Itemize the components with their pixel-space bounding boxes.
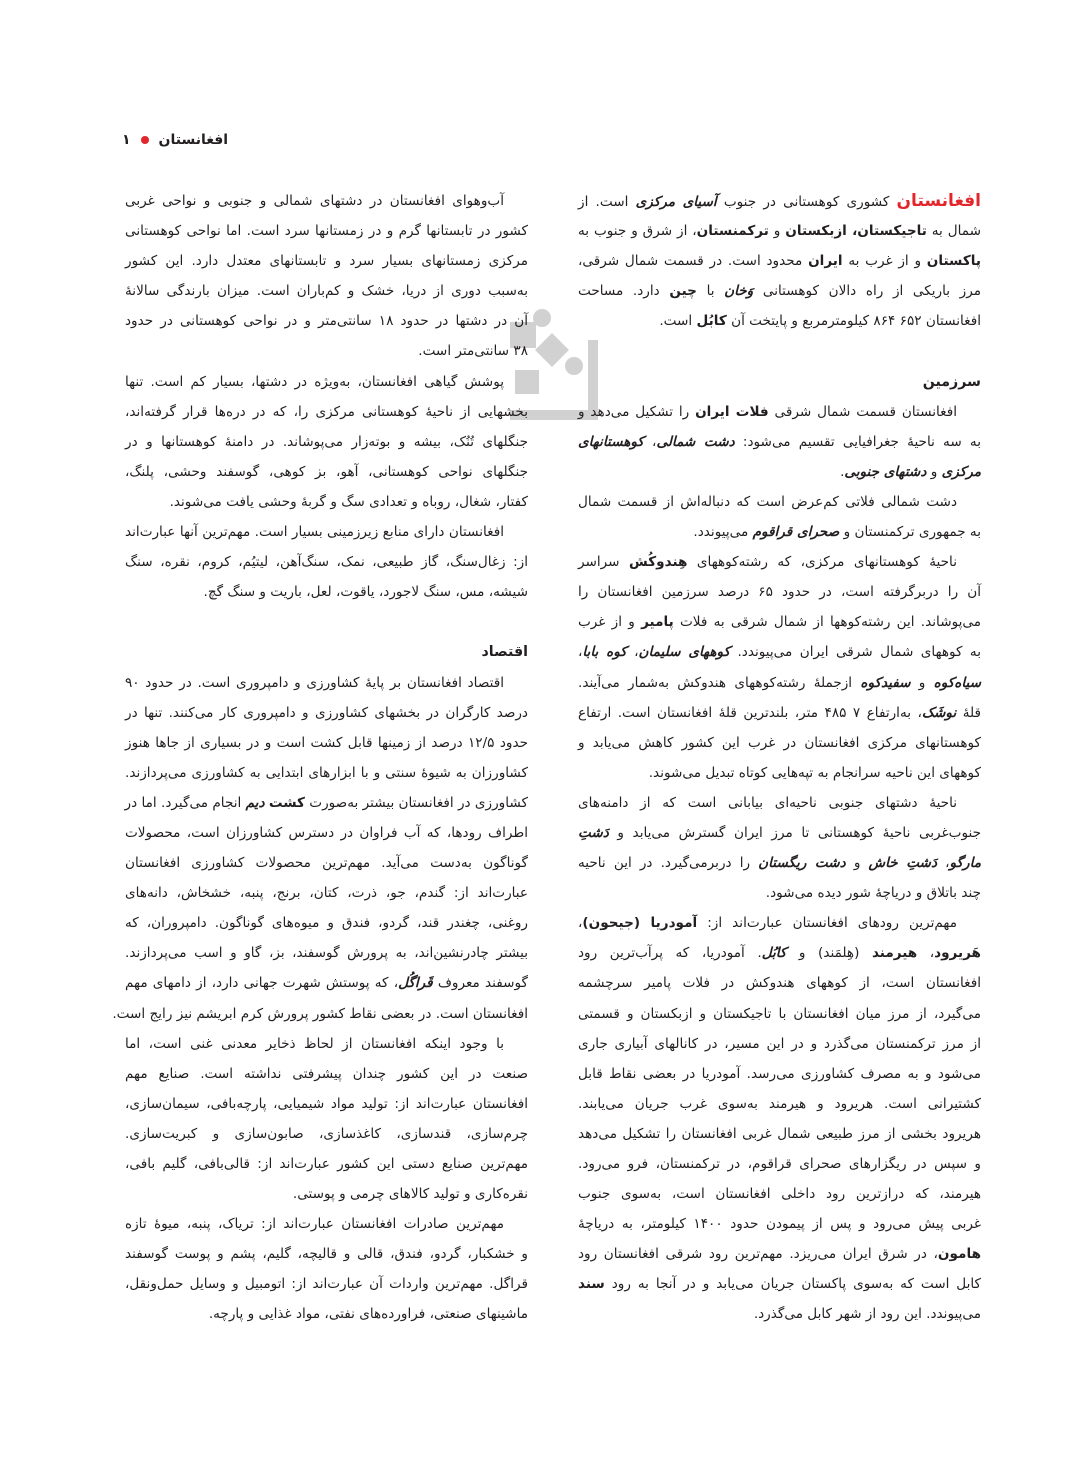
text-line: مهم‌ترین صنایع دستی این کشور عبارت‌اند از: قالی‌بافی، گلیم بافی، <box>125 1156 528 1172</box>
text-line: آن را دربرگرفته است، در حدود ۶۵ درصد سرزمین افغانستان را <box>578 584 981 601</box>
text-run: انجام می‌گیرد. اما در <box>124 794 246 811</box>
text-line: اطراف رودها، که آب فراوان در دسترس کشاورزان است، محصولات <box>125 824 528 841</box>
emphasis-term: کوهستانهای <box>578 433 644 450</box>
text-line <box>578 457 981 487</box>
paragraph <box>125 517 528 607</box>
emphasis-term: کابُل <box>761 945 787 962</box>
text-run: ، در شرق ایران می‌ریزد. مهم‌ترین رود شرقی افغانستان رود <box>578 1246 938 1263</box>
text-line: می‌شود و به مصرف کشاورزی می‌رسد. آمودریا در بعضی نقاط قابل <box>578 1065 981 1082</box>
paragraph <box>578 397 981 487</box>
emphasis-term: دیم <box>245 794 265 811</box>
text-run: محدود است. در قسمت شمال شرقی، <box>578 253 809 270</box>
text-run: ، <box>578 644 583 661</box>
text-run: ، <box>626 644 639 661</box>
text-run: را تشکیل می‌دهد و <box>578 403 696 420</box>
text-run: . آمودریا، که پرآب‌ترین رود <box>578 945 762 962</box>
text-line: ماشینهای صنعتی، فراورده‌های نفتی، مواد غذایی و پارچه. <box>208 1306 528 1323</box>
bold-term: پاکستان <box>926 253 981 270</box>
text-line: بخشهایی از ناحیهٔ کوهستانی مرکزی را، که در دره‌ها قرار گرفته‌اند، <box>125 403 528 420</box>
text-line: گوناگون به‌دست می‌آید. مهم‌ترین محصولات کشاورزی افغانستان <box>125 855 528 872</box>
text-line: کفتار، شغال، روباه و تعدادی سگ و گربهٔ وحشی یافت می‌شوند. <box>169 493 528 510</box>
text-line: هیرمند، که درازترین رود داخلی افغانستان است، به‌سوی جنوب <box>578 1186 981 1203</box>
text-run: . <box>840 463 845 480</box>
text-run: به جمهوری ترکمنستان و <box>839 524 981 541</box>
text-line <box>578 186 981 216</box>
text-line: می‌پیوندد. این رود از شهر کابل می‌گذرد. <box>753 1306 981 1323</box>
paragraph <box>578 487 981 547</box>
text-line: قراگل. مهم‌ترین واردات آن عبارت‌اند از: اتومبیل و وسایل حمل‌ونقل، <box>125 1276 528 1293</box>
text-line <box>578 517 981 547</box>
text-run: می‌پوشاند. این رشته‌کوهها از شمال شرقی به فلات <box>673 614 981 631</box>
emphasis-term: دشتهای جنوبی <box>844 463 927 480</box>
text-line: دشت شمالی فلاتی کم‌عرض است که دنباله‌اش از قسمت شمال <box>578 493 957 510</box>
text-line: نقره‌کاری و تولید کالاهای چرمی و پوستی. <box>292 1186 528 1203</box>
text-run: ازجملهٔ رشته‌کوههای هندوکش به‌شمار می‌آیند. <box>578 674 861 691</box>
emphasis-term: صحرای قراقوم <box>752 524 840 541</box>
bold-term: هامون <box>937 1246 981 1263</box>
emphasis-term: وَخان <box>724 283 754 300</box>
text-run: افغانستان ۶۵۲ ۸۶۴ کیلومترمربع و پایتخت آن <box>726 313 981 330</box>
emphasis-term: دَشتِ <box>578 824 609 841</box>
text-line: پوشش گیاهی افغانستان، به‌ویژه در دشتها، بسیار کم است. تنها <box>125 373 504 390</box>
text-line <box>125 968 528 998</box>
text-run: می‌پیوندد. <box>693 524 753 541</box>
text-line: کشاورزان به شیوهٔ سنتی و با ابزارهای ابتدایی به کشاورزی می‌پردازند. <box>125 764 528 781</box>
emphasis-term: آسیای مرکزی <box>635 194 717 210</box>
section-heading: سرزمین <box>922 373 981 390</box>
emphasis-term: مرکزی <box>941 463 981 480</box>
text-line: کوهستانهای مرکزی افغانستان در غرب این کشور کاهش می‌یابد و <box>578 734 981 751</box>
text-line: شیشه، مس، سنگ لاجورد، یاقوت، لعل، باریت و سنگ گچ. <box>203 584 528 601</box>
text-run: و <box>845 855 869 872</box>
text-line: می‌گیرد، از مرز میان افغانستان با تاجیکستان و ازبکستان و قسمتی <box>578 1005 981 1022</box>
text-line: افغانستان عبارت‌اند از: تولید مواد شیمیایی، پارچه‌بافی، سیمان‌سازی، <box>125 1095 528 1112</box>
text-line <box>578 306 981 336</box>
emphasis-term: دَشتِ خاش <box>868 855 937 872</box>
red-dot-icon <box>141 136 149 144</box>
text-line <box>578 668 981 698</box>
text-line: جنگلهای نواحی کوهستانی، آهو، بز کوهی، گوسفند وحشی، پلنگ، <box>125 463 528 480</box>
entry-title: افغانستان <box>896 191 981 211</box>
bold-term: هِندوکُش <box>629 554 688 571</box>
paragraph <box>125 367 528 517</box>
text-line: و سپس در ریگزارهای صحرای قراقوم، در ترکمنستان، فرو می‌رود. <box>578 1156 981 1172</box>
text-run: است. <box>659 313 697 330</box>
text-run: ، <box>937 855 950 872</box>
text-run: سراسر <box>578 554 630 571</box>
bold-term: ترکمنستان <box>696 223 769 240</box>
bold-term: پامیر <box>641 614 674 631</box>
emphasis-term: قَراگُل <box>398 975 433 992</box>
text-line <box>578 848 981 878</box>
text-run: به کوههای شمال شرقی ایران می‌پیوندد. <box>730 644 981 661</box>
text-line: از مرز ترکمنستان می‌گذرد و در این مسیر، در کانالهای آبیاری جاری <box>578 1035 981 1052</box>
paragraph <box>125 1209 528 1329</box>
text-run: را دربرمی‌گیرد. در این ناحیه <box>578 855 759 872</box>
paragraph <box>578 788 981 908</box>
bold-term: چین <box>669 283 697 300</box>
text-run: به سه ناحیهٔ جغرافیایی تقسیم می‌شود: <box>734 433 981 450</box>
bold-term: ایران <box>808 253 843 270</box>
paragraph <box>125 186 528 367</box>
paragraph <box>578 547 981 788</box>
text-line <box>578 938 981 968</box>
text-line <box>578 698 981 728</box>
text-line <box>578 908 981 938</box>
text-run: شمال به <box>926 223 982 240</box>
text-run: با <box>696 283 725 300</box>
text-line <box>578 1269 981 1299</box>
emphasis-term: سفیدکوه <box>860 674 911 691</box>
text-line <box>578 818 981 848</box>
text-run: ، که پوستش شهرت جهانی دارد، از دامهای مهم <box>125 975 399 992</box>
page-number: ۱ <box>122 132 131 148</box>
text-run: مهم‌ترین رودهای افغانستان عبارت‌اند از: <box>697 915 957 932</box>
text-line: چند باتلاق و دریاچهٔ شور دیده می‌شود. <box>765 885 981 902</box>
text-run: و از غرب <box>578 614 642 631</box>
text-line: آن در دشتها در حدود ۱۸ سانتی‌متر و در نواحی کوهستانی در حدود <box>125 313 528 330</box>
text-run: و <box>910 674 934 691</box>
text-line: کشتیرانی است. هریرود و هیرمند به‌سوی غرب جریان می‌یابند. <box>578 1095 981 1112</box>
text-run: (هِلمَند) و <box>786 945 872 962</box>
text-line: جنگلهای تُنُک، بیشه و بوته‌زار می‌پوشاند. در دامنهٔ کوهستانها و در <box>125 433 528 450</box>
text-run: کشوری کوهستانی در جنوب <box>716 194 897 210</box>
text-run: ، <box>643 433 657 450</box>
text-line: افغانستان دارای منابع زیرزمینی بسیار است. مهم‌ترین آنها عبارت‌اند <box>125 524 504 541</box>
paragraph <box>112 668 529 1029</box>
text-line <box>578 637 981 667</box>
text-line: هریرود بخشی از مرز طبیعی شمال غربی افغانستان را تشکیل می‌دهد <box>578 1125 981 1142</box>
text-line <box>578 1239 981 1269</box>
paragraph <box>578 186 981 336</box>
emphasis-term: سیاه‌کوه <box>933 674 981 691</box>
text-line: افغانستان است. در بعضی نقاط کشور پرورش کرم ابریشم نیز رایج است. <box>112 1005 528 1022</box>
text-run: و <box>926 463 942 480</box>
text-line <box>578 276 981 306</box>
text-run: ، <box>578 915 583 932</box>
text-line: به‌سبب دوری از دریا، خشک و کم‌باران است. میزان بارندگی سالانهٔ <box>125 283 528 300</box>
text-line: غربی پیش می‌رود و پس از پیمودن حدود ۱۴۰۰ کیلومتر، به دریاچهٔ <box>578 1216 981 1233</box>
text-run: و <box>768 223 786 240</box>
text-run: قلهٔ <box>956 704 982 721</box>
text-line: عبارت‌اند از: گندم، جو، ذرت، کتان، برنج، پنبه، خشخاش، دانه‌های <box>125 885 528 902</box>
text-line: درصد کارگران در بخشهای کشاورزی و دامپروری کار می‌کنند. تنها در <box>125 704 528 721</box>
text-run: است. از <box>578 194 636 210</box>
emphasis-term: مارگو <box>949 855 981 872</box>
paragraph <box>125 1029 528 1210</box>
text-line <box>578 547 981 577</box>
text-line: اقتصاد افغانستان بر پایهٔ کشاورزی و دامپروری است. در حدود ۹۰ <box>125 674 504 691</box>
text-run: و از غرب به <box>842 253 927 270</box>
text-line <box>578 397 981 427</box>
emphasis-term: نوشَک <box>921 704 957 721</box>
text-run: ، <box>917 945 935 962</box>
text-line <box>125 788 528 818</box>
bold-term: سند <box>578 1276 605 1293</box>
text-line: ناحیهٔ دشتهای جنوبی ناحیه‌ای بیابانی است که از دامنه‌های <box>578 794 957 811</box>
running-head <box>122 128 228 152</box>
text-run: افغانستان قسمت شمال شرقی <box>768 403 957 420</box>
text-line: با وجود اینکه افغانستان از لحاظ ذخایر معدنی غنی است، اما <box>125 1035 504 1052</box>
text-run: دارد. مساحت <box>578 283 670 300</box>
paragraph <box>578 908 981 1329</box>
text-line: کوههای این ناحیه سرانجام به تپه‌هایی کوتاه تبدیل می‌شوند. <box>648 764 981 781</box>
text-run: گوسفند معروف <box>432 975 529 992</box>
bold-term: هیرمند <box>871 945 918 962</box>
text-run: کشاورزی در افغانستان بیشتر به‌صورت <box>304 794 528 811</box>
text-line: افغانستان است، از کوههای هندوکش در فلات پامیر سرچشمه <box>578 975 981 992</box>
text-line <box>578 427 981 457</box>
text-line: ۳۸ سانتی‌متر است. <box>418 343 528 360</box>
section-heading: اقتصاد <box>481 644 528 661</box>
text-line: و خشکبار، گردو، فندق، قالی و قالیچه، گلیم، پشم و پوست گوسفند <box>125 1246 528 1263</box>
text-line <box>578 607 981 637</box>
running-title: افغانستان <box>158 132 229 148</box>
text-line: از: زغال‌سنگ، گاز طبیعی، نمک، سنگ‌آهن، لیتیُم، کروم، نقره، سنگ <box>125 554 528 571</box>
bold-term: کابُل <box>696 313 727 330</box>
text-line: مهم‌ترین صادرات افغانستان عبارت‌اند از: تریاک، پنبه، میوهٔ تازه <box>125 1216 504 1233</box>
text-run: کابل است که به‌سوی پاکستان جریان می‌یابد و در آنجا به رود <box>604 1276 981 1293</box>
text-line: کشور در تابستانها گرم و در زمستانها سرد است. اما نواحی کوهستانی <box>125 223 528 240</box>
text-run: جنوب‌غربی ناحیهٔ کوهستانی تا مرز ایران گسترش می‌یابد و <box>608 824 981 841</box>
bold-term: فلات ایران <box>695 403 769 420</box>
emphasis-term: دشت شمالی <box>656 433 735 450</box>
text-run: مرز باریکی از راه دالان کوهستانی <box>753 283 982 300</box>
text-line <box>578 246 981 276</box>
bold-term: هَریرود <box>934 945 981 962</box>
text-run: ، به‌ارتفاع ۷ ۴۸۵ متر، بلندترین قلهٔ افغانستان است. ارتفاع <box>578 704 922 721</box>
text-line: آب‌وهوای افغانستان در دشتهای شمالی و جنوبی و نواحی غربی <box>125 193 504 209</box>
bold-term: کشت <box>268 794 305 811</box>
text-run: ناحیهٔ کوهستانهای مرکزی، که رشته‌کوههای <box>687 554 957 571</box>
right-column <box>578 186 981 1330</box>
text-line: صنعت در این کشور چندان پیشرفتی نداشته است. صنایع مهم <box>125 1065 528 1082</box>
text-line <box>578 216 981 246</box>
emphasis-term: کوه بابا <box>582 644 627 661</box>
bold-term: آمودریا (جیحون) <box>582 915 698 932</box>
left-column <box>112 186 529 1330</box>
text-line: مرکزی زمستانهای بسیار سرد و تابستانهای معتدل دارد. این کشور <box>125 253 528 270</box>
text-run: ، از شرق و جنوب به <box>578 223 697 240</box>
text-line: حدود ۱۲/۵ درصد از زمینها قابل کشت است و در بسیاری از جاها هنوز <box>125 734 528 751</box>
emphasis-term: کوههای سلیمان <box>638 644 731 661</box>
bold-term: تاجیکستان، ازبکستان <box>785 223 927 240</box>
emphasis-term: دشت ریگستان <box>758 855 846 872</box>
text-line: چرم‌سازی، قندسازی، کاغذسازی، صابون‌سازی و کبریت‌سازی. <box>125 1125 528 1142</box>
text-line: بیشتر چادرنشین‌اند، به پرورش گوسفند، بز، گاو و اسب می‌پردازند. <box>125 945 528 962</box>
text-line: روغنی، چغندر قند، گردو، فندق و میوه‌های گوناگون. دامپروران، که <box>125 915 528 932</box>
